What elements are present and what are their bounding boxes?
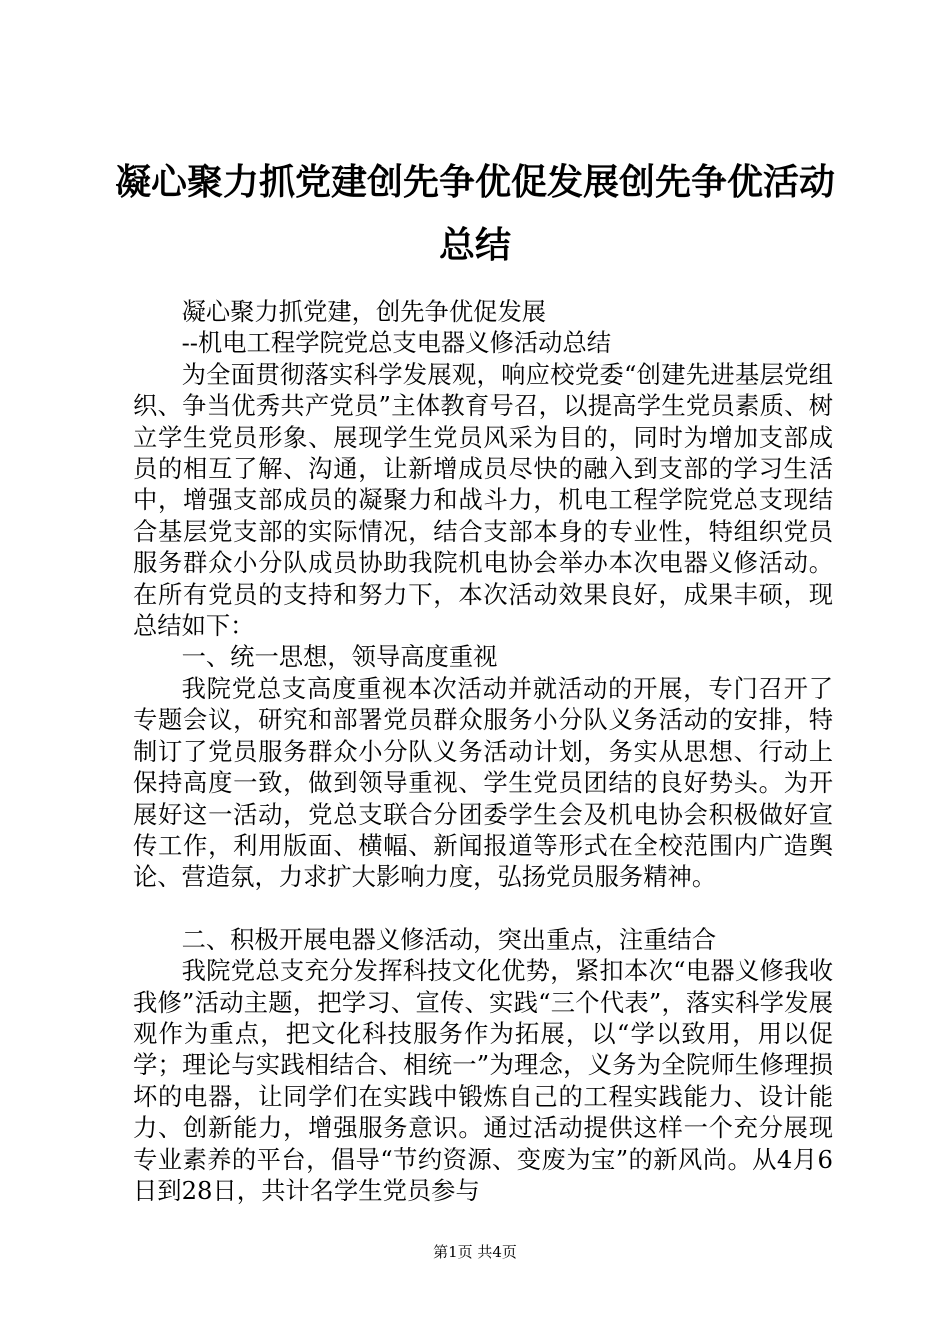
page-number-footer: 第1页 共4页 bbox=[433, 1243, 517, 1261]
section-heading-2: 二、积极开展电器义修活动，突出重点，注重结合 bbox=[181, 924, 717, 954]
section-1-paragraph: 我院党总支高度重视本次活动并就活动的开展，专门召开了专题会议，研究和部署党员群众服务小分队义务活动的安排，特制订了党员服务群众小分队义务活动计划，务实从思想、行动上保持高度一致，做到领导重视、学生党员团结的良好势头。为开展好这一活动，党总支联合分团委学生会及机电协会积极做好宣传工作，利用版面、横幅、新闻报道等形式在全校范围内广造舆论、营造氛，力求扩大影响力度，弘扬党员服务精神。 bbox=[133, 673, 833, 892]
subtitle-source-line: --机电工程学院党总支电器义修活动总结 bbox=[181, 328, 612, 358]
intro-paragraph: 为全面贯彻落实科学发展观，响应校党委“创建先进基层党组织、争当优秀共产党员”主体教育号召，以提高学生党员素质、树立学生党员形象、展现学生党员风采为目的，同时为增加支部成员的相互了解、沟通，让新增成员尽快的融入到支部的学习生活中，增强支部成员的凝聚力和战斗力，机电工程学院党总支现结合基层党支部的实际情况，结合支部本身的专业性，特组织党员服务群众小分队成员协助我院机电协会举办本次电器义修活动。在所有党员的支持和努力下，本次活动效果良好，成果丰硕，现总结如下： bbox=[133, 359, 833, 641]
section-heading-1: 一、统一思想，领导高度重视 bbox=[181, 642, 498, 672]
section-2-paragraph: 我院党总支充分发挥科技文化优势，紧扣本次“电器义修我收我修”活动主题，把学习、宣传、实践“三个代表”，落实科学发展观作为重点，把文化科技服务作为拓展，以“学以致用，用以促学；理论与实践相结合、相统一”为理念，义务为全院师生修理损坏的电器，让同学们在实践中锻炼自己的工程实践能力、设计能力、创新能力，增强服务意识。通过活动提供这样一个充分展现专业素养的平台，倡导“节约资源、变废为宝”的新风尚。从4月6日到28日，共计名学生党员参与 bbox=[133, 956, 833, 1205]
document-title-line-1: 凝心聚力抓党建创先争优促发展创先争优活动 bbox=[114, 161, 835, 203]
document-body bbox=[133, 296, 833, 1206]
subtitle-line: 凝心聚力抓党建，创先争优促发展 bbox=[181, 297, 547, 326]
document-title-line-2: 总结 bbox=[438, 224, 511, 266]
